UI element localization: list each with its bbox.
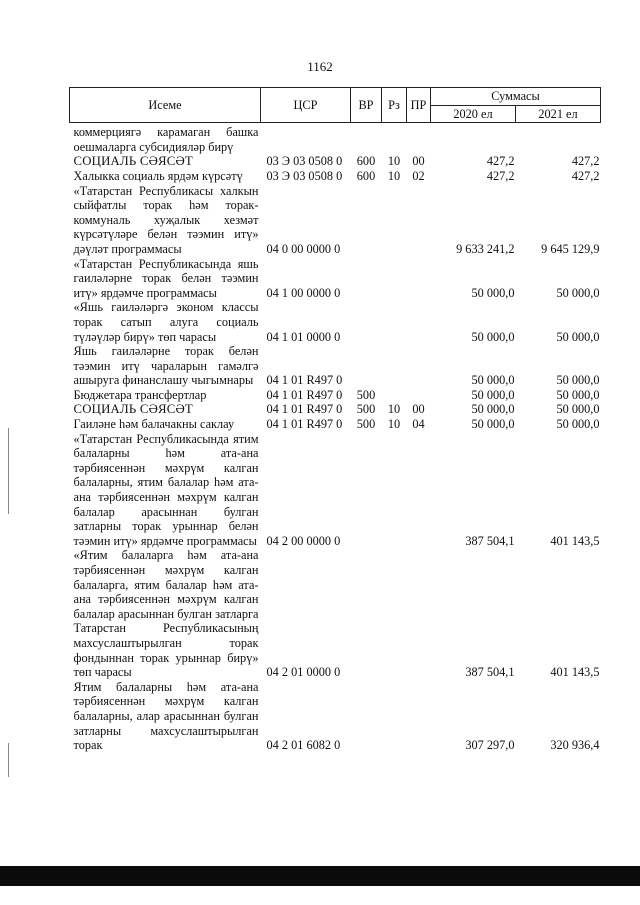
- table-row: [70, 123, 601, 155]
- row-name: СОЦИАЛЬ СӘЯСӘТ: [73, 154, 193, 169]
- row-vr-code: [351, 184, 382, 257]
- row-vr-code: [351, 300, 382, 344]
- row-vr-code: [351, 257, 382, 301]
- row-pr-code: [407, 300, 431, 344]
- row-pr-code: [407, 184, 431, 257]
- row-csr-code: 04 1 01 R497 0: [266, 387, 343, 402]
- row-csr-code: 04 1 01 0000 0: [266, 329, 341, 344]
- row-sum-2020: 427,2: [486, 168, 515, 183]
- row-vr-code: 600: [356, 168, 376, 183]
- row-sum-2021: 50 000,0: [556, 373, 600, 388]
- row-rz-code: 10: [387, 168, 401, 183]
- row-sum-2021: 401 143,5: [550, 533, 600, 548]
- row-csr-code: 03 Э 03 0508 0: [266, 168, 343, 183]
- row-rz-code: [382, 680, 407, 753]
- row-rz-code: [382, 388, 407, 403]
- scan-edge-line: [8, 743, 9, 777]
- table-row: [70, 169, 601, 184]
- row-pr-code: [407, 123, 431, 155]
- row-sum-2021: 9 645 129,9: [541, 241, 600, 256]
- row-pr-code: [407, 432, 431, 549]
- row-rz-code: [382, 300, 407, 344]
- table-row: [70, 257, 601, 301]
- row-vr-code: 600: [356, 154, 376, 169]
- header-year-2020: 2020 ел: [431, 105, 516, 123]
- row-rz-code: [382, 344, 407, 388]
- row-rz-code: 10: [387, 417, 401, 432]
- row-name: «Татарстан Республикасы халкын сыйфатлы торак һәм торак-коммуналь хуҗалык хезмәт күрсәтүләре белән тәэмин итү» дәүләт программасы: [73, 183, 259, 256]
- row-vr-code: [351, 123, 382, 155]
- row-pr-code: [407, 548, 431, 679]
- row-vr-code: [351, 548, 382, 679]
- table-row: [70, 154, 601, 169]
- row-pr-code: [407, 344, 431, 388]
- row-csr-code: 04 1 01 R497 0: [266, 373, 343, 388]
- page-number: 1162: [307, 59, 333, 74]
- row-csr-code: [261, 123, 351, 155]
- header-csr: ЦСР: [261, 88, 351, 123]
- row-name: Халыкка социаль ярдәм күрсәтү: [73, 168, 243, 183]
- row-sum-2020: 50 000,0: [471, 329, 515, 344]
- row-vr-code: [351, 680, 382, 753]
- row-pr-code: 00: [412, 402, 425, 417]
- table-row: [70, 402, 601, 417]
- row-name: СОЦИАЛЬ СӘЯСӘТ: [73, 402, 193, 417]
- header-year-2021: 2021 ел: [516, 105, 601, 123]
- scan-edge-line: [8, 428, 9, 514]
- row-name: «Татарстан Республикасында ятим балаларны һәм ата-ана тәрбиясеннән мәхрүм калган балаларны, ятим балалар һәм ата-ана тәрбиясеннән мәхрүм калган балалар арасыннан булган затларны торак урыннар белән тәэмин итү» ярдәмче программасы: [73, 431, 259, 548]
- row-sum-2021: 50 000,0: [556, 329, 600, 344]
- row-sum-2021: [516, 123, 601, 155]
- row-name: «Татарстан Республикасында яшь гаиләләрне торак белән тәэмин итү» ярдәмче программасы: [73, 256, 259, 300]
- row-pr-code: [407, 680, 431, 753]
- row-name: «Яшь гаиләләргә эконом классы торак сатып алуга социаль түләүләр бирү» төп чарасы: [73, 300, 259, 344]
- row-rz-code: 10: [387, 402, 401, 417]
- row-pr-code: 00: [412, 154, 425, 169]
- row-csr-code: 04 2 00 0000 0: [266, 533, 341, 548]
- row-sum-2020: 50 000,0: [471, 402, 515, 417]
- row-name: Бюджетара трансфертлар: [73, 387, 207, 402]
- row-sum-2021: 50 000,0: [556, 285, 600, 300]
- row-sum-2021: 320 936,4: [550, 738, 600, 753]
- row-sum-2020: 50 000,0: [471, 285, 515, 300]
- row-sum-2021: 50 000,0: [556, 402, 600, 417]
- row-pr-code: [407, 257, 431, 301]
- row-csr-code: 04 2 01 0000 0: [266, 665, 341, 680]
- table-row: [70, 300, 601, 344]
- scan-border-bar: [0, 866, 640, 886]
- row-rz-code: [382, 257, 407, 301]
- row-sum-2020: 50 000,0: [471, 387, 515, 402]
- row-rz-code: [382, 123, 407, 155]
- row-sum-2021: 50 000,0: [556, 417, 600, 432]
- row-name: Ятим балаларны һәм ата-ана тәрбиясеннән мәхрүм калган балаларны, алар арасыннан булган затларны махсуслаштырылган торак: [73, 679, 259, 753]
- table-row: [70, 680, 601, 753]
- row-csr-code: 04 1 01 R497 0: [266, 402, 343, 417]
- budget-table: [69, 87, 601, 753]
- header-sums: Суммасы: [431, 88, 601, 106]
- row-sum-2021: 401 143,5: [550, 665, 600, 680]
- row-sum-2021: 427,2: [571, 168, 600, 183]
- row-csr-code: 04 2 01 6082 0: [266, 738, 341, 753]
- header-vr: ВР: [351, 88, 382, 123]
- row-rz-code: [382, 184, 407, 257]
- row-sum-2021: 50 000,0: [556, 387, 600, 402]
- table-header: [70, 88, 601, 123]
- row-sum-2020: 427,2: [486, 154, 515, 169]
- row-sum-2020: 50 000,0: [471, 417, 515, 432]
- table-row: [70, 344, 601, 388]
- table-row: [70, 548, 601, 679]
- row-rz-code: [382, 548, 407, 679]
- row-sum-2020: 50 000,0: [471, 373, 515, 388]
- row-sum-2021: 427,2: [571, 154, 600, 169]
- row-rz-code: [382, 432, 407, 549]
- table-body: [70, 123, 601, 753]
- row-sum-2020: 387 504,1: [465, 665, 515, 680]
- row-pr-code: [407, 388, 431, 403]
- table-row: [70, 417, 601, 432]
- row-sum-2020: 9 633 241,2: [456, 241, 515, 256]
- header-pr: ПР: [407, 88, 431, 123]
- header-name: Исеме: [70, 88, 261, 123]
- row-rz-code: 10: [387, 154, 401, 169]
- row-name: Гаиләне һәм балачакны саклау: [73, 417, 235, 432]
- row-sum-2020: [431, 123, 516, 155]
- row-vr-code: [351, 344, 382, 388]
- row-name: Яшь гаиләләрне торак белән тәэмин итү чараларын гамәлгә ашыруга финанслашу чыгымнары: [73, 344, 259, 388]
- table-row: [70, 388, 601, 403]
- row-csr-code: 04 1 01 R497 0: [266, 417, 343, 432]
- row-name: коммерциягә карамаган башка оешмаларга субсидияләр бирү: [73, 125, 259, 154]
- row-vr-code: 500: [356, 417, 376, 432]
- row-name: «Ятим балаларга һәм ата-ана тәрбиясеннән мәхрүм калган балаларга, ятим балалар һәм ата-ана тәрбиясеннән мәхрүм калган балалар арасыннан булган затларга Татарстан Республикасының махсуслаштырылган торак фондыннан торак урыннар бирү» төп чарасы: [73, 548, 259, 680]
- row-vr-code: [351, 432, 382, 549]
- row-vr-code: 500: [356, 402, 376, 417]
- row-pr-code: 04: [412, 417, 425, 432]
- row-sum-2020: 387 504,1: [465, 533, 515, 548]
- table-row: [70, 432, 601, 549]
- row-sum-2020: 307 297,0: [465, 738, 515, 753]
- row-csr-code: 04 1 00 0000 0: [266, 285, 341, 300]
- row-vr-code: 500: [356, 387, 376, 402]
- row-csr-code: 03 Э 03 0508 0: [266, 154, 343, 169]
- row-pr-code: 02: [412, 168, 425, 183]
- table-row: [70, 184, 601, 257]
- header-rz: Рз: [382, 88, 407, 123]
- row-csr-code: 04 0 00 0000 0: [266, 241, 341, 256]
